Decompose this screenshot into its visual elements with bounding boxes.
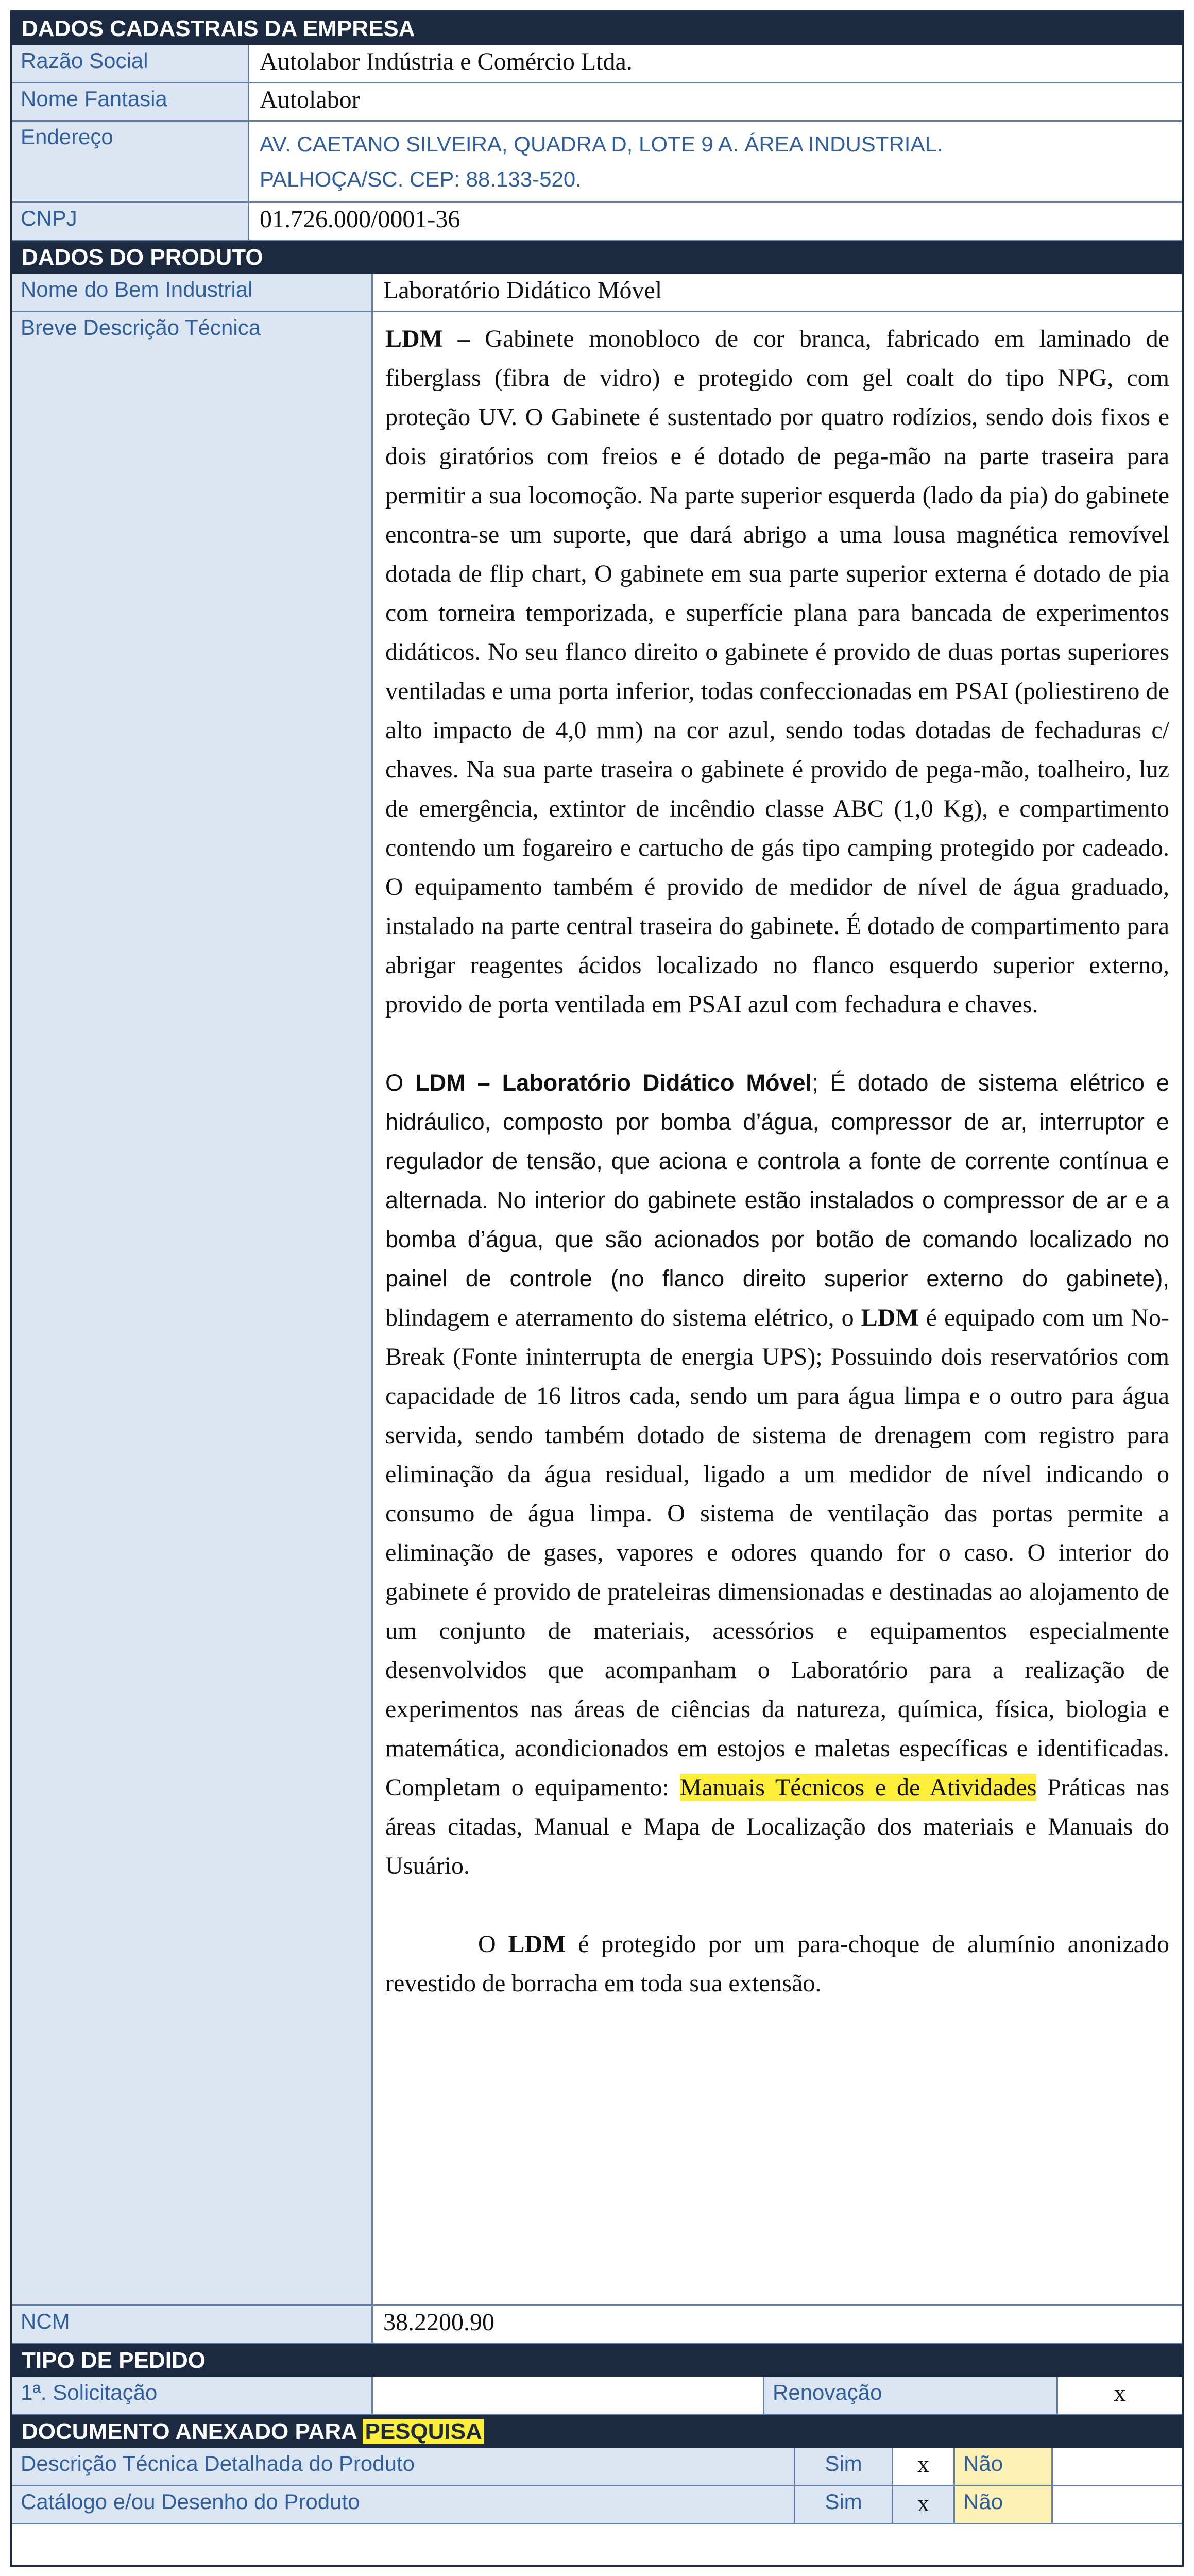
attachment-sim-checkbox-2[interactable]: x (893, 2486, 955, 2524)
attachment-nao-label-1: Não (955, 2448, 1053, 2486)
attachment-nao-label-2: Não (955, 2486, 1053, 2524)
first-request-checkbox[interactable] (373, 2377, 764, 2415)
paragraph-2-bold: LDM – Laboratório Didático Móvel (415, 1070, 812, 1096)
endereco-value (249, 122, 1182, 203)
paragraph-3-text: é protegido por um para-choque de alumínio anonizado revestido de borracha em toda sua extensão. (385, 1930, 1169, 1997)
renewal-label: Renovação (764, 2377, 1058, 2415)
paragraph-1-text: Gabinete monobloco de cor branca, fabricado em laminado de fiberglass (fibra de vidro) e protegido com gel coalt do tipo NPG, com proteção UV. O Gabinete é sustentado por quatro rodízios, sendo dois fixos e dois giratórios com freios e é dotado de pega-mão na parte traseira para permitir a sua locomoção. Na parte superior esquerda (lado da pia) do gabinete encontra-se um suporte, que dará abrigo a uma lousa magnética removível dotada de flip chart, O gabinete em sua parte superior externa é dotado de pia com torneira temporizada, e superfície plana para bancada de experimentos didáticos. No seu flanco direito o gabinete é provido de duas portas superiores ventiladas e uma porta inferior, todas confeccionadas em PSAI (poliestireno de alto impacto de 4,0 mm) na cor azul, sendo todas dotadas de fechaduras c/ chaves. Na sua parte traseira o gabinete é provido de pega-mão, toalheiro, luz de emergência, extintor de incêndio classe ABC (1,0 Kg), e compartimento contendo um fogareiro e cartucho de gás tipo camping protegido por cadeado. O equipamento também é provido de medidor de nível de água graduado, instalado na parte central traseira do gabinete. É dotado de compartimento para abrigar reagentes ácidos localizado no flanco esquerdo superior externo, provido de porta ventilada em PSAI azul com fechadura e chaves. (385, 325, 1170, 1018)
razao-social-value: Autolabor Indústria e Comércio Ltda. (249, 45, 1182, 83)
descricao-tecnica-label: Breve Descrição Técnica (12, 312, 373, 2306)
bem-industrial-value: Laboratório Didático Móvel (373, 274, 1182, 312)
ncm-value: 38.2200.90 (373, 2306, 1182, 2344)
section-header-order-type: TIPO DE PEDIDO (12, 2344, 1182, 2377)
ldm-lead: LDM – (385, 325, 470, 352)
attached-title: DOCUMENTO ANEXADO PARA (22, 2419, 357, 2444)
first-request-label: 1ª. Solicitação (12, 2377, 373, 2415)
attachment-sim-label-2: Sim (795, 2486, 893, 2524)
cnpj-label: CNPJ (12, 203, 249, 241)
paragraph-3-ldm: LDM (508, 1930, 566, 1958)
registration-form (10, 10, 1184, 2567)
attachment-label-1: Descrição Técnica Detalhada do Produto (12, 2448, 795, 2486)
attachment-sim-checkbox-1[interactable]: x (893, 2448, 955, 2486)
attachment-label-2: Catálogo e/ou Desenho do Produto (12, 2486, 795, 2524)
attached-highlight: PESQUISA (363, 2419, 484, 2444)
paragraph-3-intro: O (478, 1930, 508, 1958)
endereco-line-2: PALHOÇA/SC. CEP: 88.133-520. (260, 167, 582, 191)
description-paragraph-3 (385, 1925, 1169, 2003)
section-header-product: DADOS DO PRODUTO (12, 241, 1182, 274)
endereco-label: Endereço (12, 122, 249, 203)
paragraph-2-intro: O (385, 1070, 416, 1096)
nome-fantasia-value: Autolabor (249, 83, 1182, 122)
description-paragraph-2 (385, 1063, 1169, 1886)
razao-social-label: Razão Social (12, 45, 249, 83)
description-paragraph-1 (385, 319, 1169, 1024)
ncm-label: NCM (12, 2306, 373, 2344)
descricao-tecnica-value (373, 312, 1182, 2306)
paragraph-2-end: Práticas nas áreas citadas, Manual e Mapa de Localização dos materiais e Manuais do Usuário. (385, 1774, 1170, 1879)
paragraph-2-ldm: LDM (861, 1304, 919, 1331)
endereco-line-1: AV. CAETANO SILVEIRA, QUADRA D, LOTE 9 A. ÁREA INDUSTRIAL. (260, 132, 943, 156)
cnpj-value: 01.726.000/0001-36 (249, 203, 1182, 241)
attachment-nao-checkbox-2[interactable] (1053, 2486, 1182, 2524)
attachment-nao-checkbox-1[interactable] (1053, 2448, 1182, 2486)
bem-industrial-label: Nome do Bem Industrial (12, 274, 373, 312)
manuais-highlight: Manuais Técnicos e de Atividades (679, 1774, 1037, 1801)
section-header-company: DADOS CADASTRAIS DA EMPRESA (12, 12, 1182, 45)
attachment-sim-label-1: Sim (795, 2448, 893, 2486)
renewal-checkbox[interactable]: x (1058, 2377, 1182, 2415)
paragraph-2-sans: ; É dotado de sistema elétrico e hidráulico, composto por bomba d’água, compressor de ar, interruptor e regulador de tensão, que aciona e controla a fonte de corrente contínua e alternada. No interior do gabinete estão instalados o compressor de ar e a bomba d’água, que são acionados por botão de comando localizado no painel de controle (no flanco direito superior externo do gabinete), (385, 1070, 1169, 1292)
section-header-attached (12, 2415, 1182, 2448)
paragraph-2-serif-a: blindagem e aterramento do sistema elétrico, o (385, 1304, 861, 1331)
paragraph-2-serif-b: é equipado com um No-Break (Fonte ininterrupta de energia UPS); Possuindo dois reservatórios com capacidade de 16 litros cada, sendo um para água limpa e o outro para água servida, sendo também dotado de sistema de drenagem com registro para eliminação da água residual, ligado a um medidor de nível indicando o consumo de água limpa. O sistema de ventilação das portas permite a eliminação de gases, vapores e odores quando for o caso. O interior do gabinete é provido de prateleiras dimensionadas e destinadas ao alojamento de um conjunto de materiais, acessórios e equipamentos especialmente desenvolvidos que acompanham o Laboratório para a realização de experimentos nas áreas de ciências da natureza, química, física, biologia e matemática, acondicionados em estojos e maletas específicas e identificadas. Completam o equipamento: (385, 1304, 1170, 1801)
nome-fantasia-label: Nome Fantasia (12, 83, 249, 122)
